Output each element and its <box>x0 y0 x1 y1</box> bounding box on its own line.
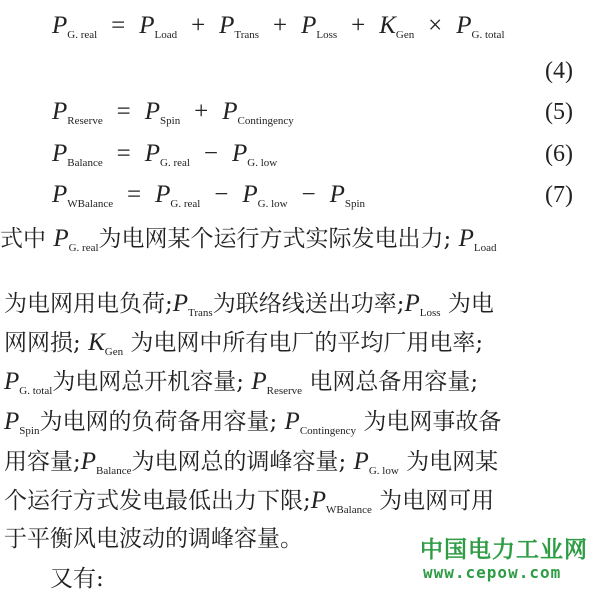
paragraph-line-9: 又有: <box>50 566 104 592</box>
equation-4: $P_{G. real} = P_{Load} + P_{Trans} + P_{Loss} + K_{Gen} \times P_{G. total}$ <box>52 12 505 41</box>
paragraph-line-5: $P_{Spin}$为电网的负荷备用容量; $P_{Contingency}$ 为电网事故备 <box>4 408 502 437</box>
equation-number-5: (5) <box>545 99 573 125</box>
paragraph-line-1: 式中 $P_{G. real}$为电网某个运行方式实际发电出力; $P_{Load}$ <box>0 225 497 254</box>
watermark-url: www.cepow.com <box>423 563 562 582</box>
watermark-title: 中国电力工业网 <box>420 537 588 563</box>
equation-5: $P_{Reserve} = P_{Spin} + P_{Contingency}$ <box>52 98 294 127</box>
equation-number-4: (4) <box>545 58 573 84</box>
paragraph-line-3: 网网损; $K_{Gen}$ 为电网中所有电厂的平均厂用电率; <box>4 329 484 358</box>
equation-number-7: (7) <box>545 182 573 208</box>
paragraph-line-8: 于平衡风电波动的调峰容量。 <box>4 526 303 552</box>
equation-7: $P_{WBalance} = P_{G. real} - P_{G. low} - P_{Spin}$ <box>52 181 366 210</box>
equation-number-6: (6) <box>545 141 573 167</box>
paragraph-line-6: 用容量$;P_{Balance}$为电网总的调峰容量; $P_{G. low}$ 为电网某 <box>4 448 499 477</box>
paragraph-line-2: 为电网用电负荷$;P_{Trans}$为联络线送出功率$;P_{Loss}$ 为电 <box>4 290 494 319</box>
paragraph-line-4: $P_{G. total}$为电网总开机容量; $P_{Reserve}$ 电网总备用容量; <box>4 368 479 397</box>
equation-6: $P_{Balance} = P_{G. real} - P_{G. low}$ <box>52 140 278 169</box>
paragraph-line-7: 个运行方式发电最低出力下限$;P_{WBalance}$ 为电网可用 <box>4 487 495 516</box>
